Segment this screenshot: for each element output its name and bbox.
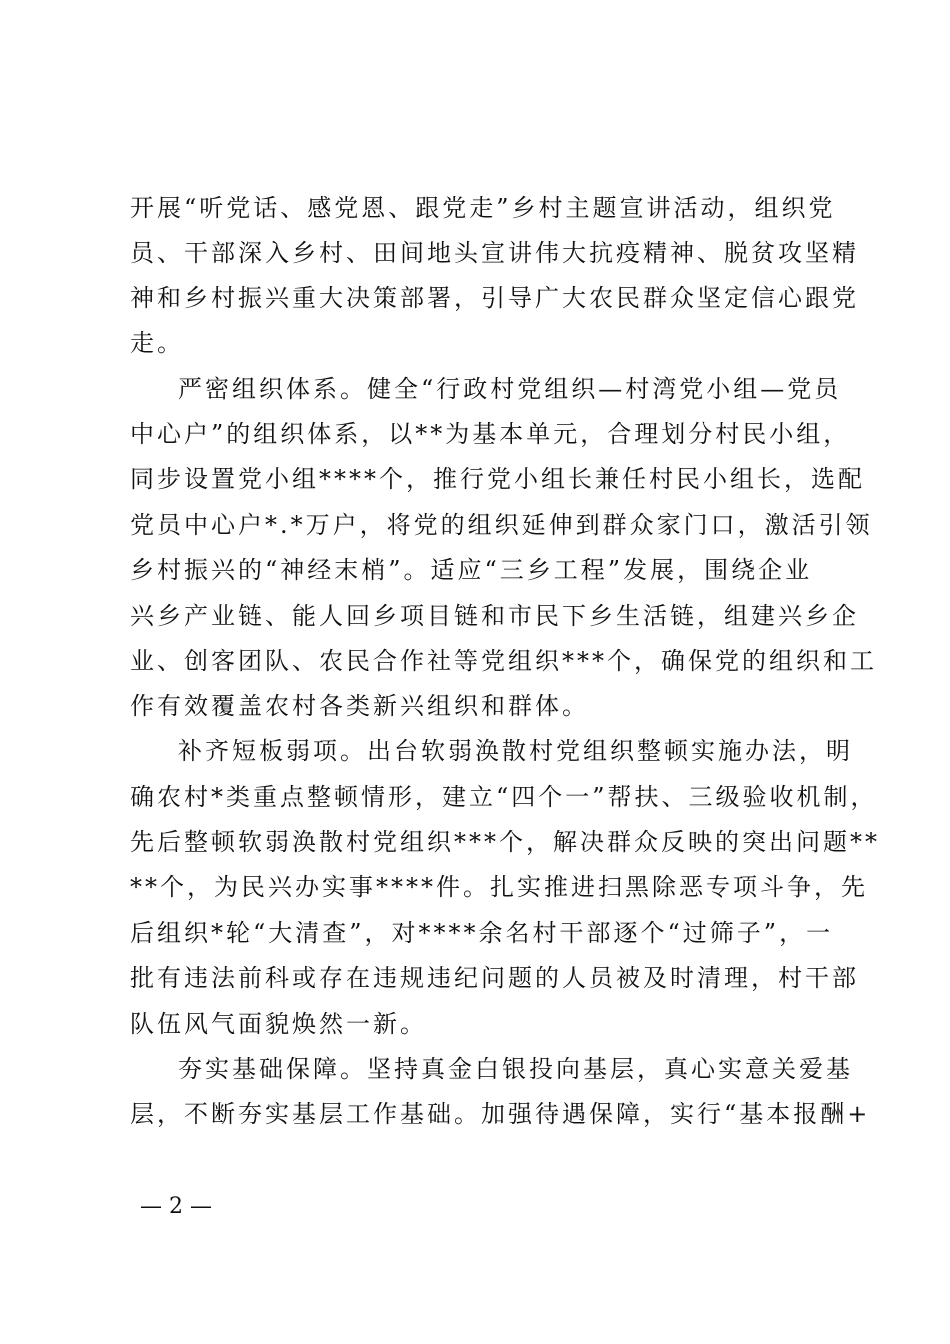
paragraph-line: 先后整顿软弱涣散村党组织***个，解决群众反映的突出问题** xyxy=(130,828,880,856)
paragraph-line: 中心户”的组织体系，以**为基本单元，合理划分村民小组， xyxy=(130,420,851,448)
paragraph-line: 开展“听党话、感党恩、跟党走”乡村主题宣讲活动，组织党 xyxy=(130,194,836,222)
paragraph-line: 走。 xyxy=(130,329,184,357)
paragraph-line: 神和乡村振兴重大决策部署，引导广大农民群众坚定信心跟党 xyxy=(130,284,859,312)
paragraph-line: 乡村振兴的“神经末梢”。适应“三乡工程”发展，围绕企业 xyxy=(130,556,813,584)
paragraph-line: **个，为民兴办实事****件。扎实推进扫黑除恶专项斗争，先 xyxy=(130,873,868,901)
paragraph-line: 作有效覆盖农村各类新兴组织和群体。 xyxy=(130,692,589,720)
paragraph-line: 批有违法前科或存在违规违纪问题的人员被及时清理，村干部 xyxy=(130,964,859,992)
paragraph-line: 严密组织体系。健全“行政村党组织—村湾党小组—党员 xyxy=(178,375,842,403)
paragraph-line: 层，不断夯实基层工作基础。加强待遇保障，实行“基本报酬+ xyxy=(130,1100,871,1128)
paragraph-line: 确农村*类重点整顿情形，建立“四个一”帮扶、三级验收机制， xyxy=(130,783,878,811)
paragraph-line: 业、创客团队、农民合作社等党组织***个，确保党的组织和工 xyxy=(130,647,877,675)
paragraph-line: 后组织*轮“大清查”，对****余名村干部逐个“过筛子”，一 xyxy=(130,919,834,947)
paragraph-line: 兴乡产业链、能人回乡项目链和市民下乡生活链，组建兴乡企 xyxy=(130,602,859,630)
paragraph-line: 同步设置党小组****个，推行党小组长兼任村民小组长，选配 xyxy=(130,465,865,493)
paragraph-line: 员、干部深入乡村、田间地头宣讲伟大抗疫精神、脱贫攻坚精 xyxy=(130,239,859,267)
page-number: — 2 — xyxy=(140,1194,212,1219)
paragraph-line: 队伍风气面貌焕然一新。 xyxy=(130,1010,427,1038)
paragraph-line: 党员中心户*.*万户，将党的组织延伸到群众家门口，激活引领 xyxy=(130,511,873,539)
paragraph-line: 夯实基础保障。坚持真金白银投向基层，真心实意关爱基 xyxy=(178,1055,853,1083)
paragraph-line: 补齐短板弱项。出台软弱涣散村党组织整顿实施办法，明 xyxy=(178,737,853,765)
